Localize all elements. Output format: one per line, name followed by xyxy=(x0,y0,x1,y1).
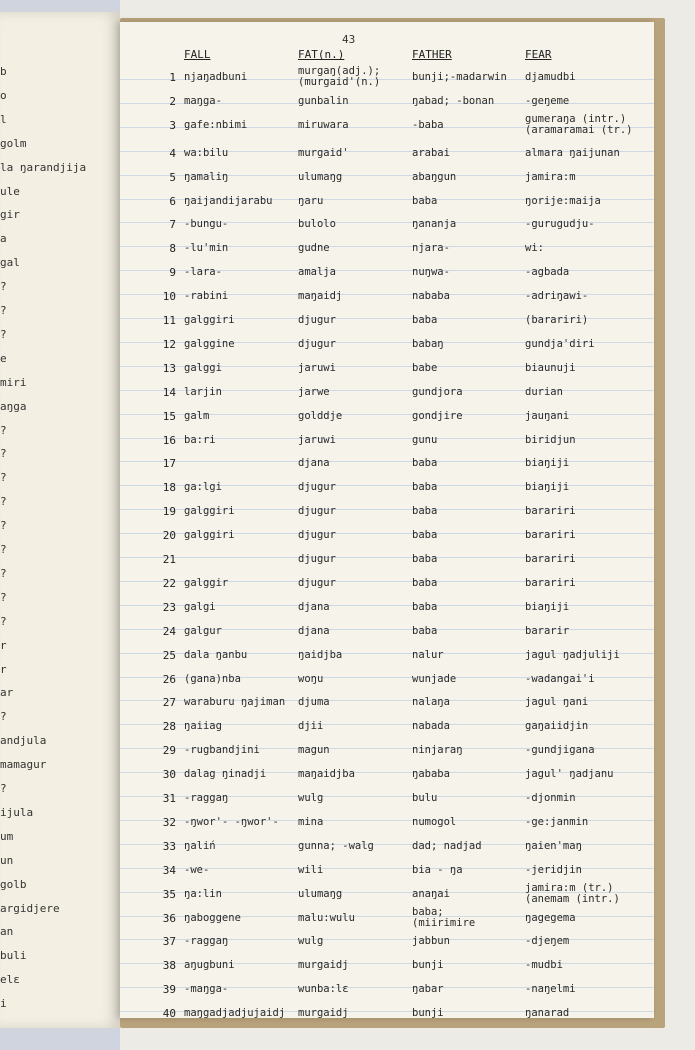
cell-fat: djugur xyxy=(298,576,336,589)
row-number: 7 xyxy=(169,218,176,232)
left-page-fragment: b xyxy=(0,65,7,78)
header-fear: FEAR xyxy=(525,48,552,61)
cell-father: ŋabad; -bonan xyxy=(412,94,495,107)
cell-fat: djugur xyxy=(298,337,336,350)
left-page-fragment: elε xyxy=(0,973,20,987)
cell-fear: barariri xyxy=(525,505,576,518)
cell-fat: djuma xyxy=(298,696,330,709)
cell-father: bunji xyxy=(412,1007,444,1018)
cell-fall: waraburu ŋajiman xyxy=(184,696,286,709)
cell-fall: galggiri xyxy=(184,529,235,542)
cell-father: jabbun xyxy=(412,935,450,948)
row-number: 36 xyxy=(162,911,176,925)
row-number: 18 xyxy=(162,481,176,495)
cell-father: nababa xyxy=(412,290,450,303)
cell-father: ŋabar xyxy=(412,983,444,996)
cell-fat: maŋaidj xyxy=(298,290,343,303)
left-page-fragment: ? xyxy=(0,495,7,509)
row-number: 33 xyxy=(162,839,176,853)
cell-fall: aŋugbuni xyxy=(184,959,235,972)
cell-father: wunjade xyxy=(412,672,457,685)
cell-fat: wulg xyxy=(298,935,324,948)
cell-fall: gafe:nbimi xyxy=(184,118,248,131)
cell-father: ninjaraŋ xyxy=(412,744,463,757)
cell-fall: -bungu- xyxy=(184,218,229,231)
cell-fat: bulolo xyxy=(298,218,336,231)
cell-father: ŋananja xyxy=(412,218,457,231)
cell-fat: murgaidj xyxy=(298,959,349,972)
left-page-fragment: mamagur xyxy=(0,758,47,772)
cell-father: babaŋ xyxy=(412,337,444,350)
left-page-fragment: miri xyxy=(0,375,27,389)
cell-fall: maŋgadjadjujaidj xyxy=(184,1007,286,1018)
cell-father: baba xyxy=(412,314,438,326)
row-number: 3 xyxy=(169,118,176,132)
cell-fall: galggiri xyxy=(184,505,235,518)
row-number: 40 xyxy=(162,1007,176,1018)
left-page-fragment: ? xyxy=(0,566,7,580)
cell-father: arabai xyxy=(412,146,450,159)
cell-fall: larjin xyxy=(184,385,222,398)
cell-fear: barariri xyxy=(525,529,576,542)
left-page-fragment: ? xyxy=(0,423,7,437)
cell-fat: mina xyxy=(298,815,324,828)
cell-father: baba xyxy=(412,553,438,565)
cell-fear: -djonmin xyxy=(525,792,576,804)
left-page-fragment: andjula xyxy=(0,734,47,748)
cell-fat: gunna; -walg xyxy=(298,839,374,852)
cell-fall: wa:bilu xyxy=(184,146,229,159)
cell-fat: amalja xyxy=(298,266,336,279)
row-number: 15 xyxy=(162,409,176,423)
left-page-fragment: r xyxy=(0,638,7,652)
left-page-fragment: gal xyxy=(0,256,20,270)
cell-fat: djugur xyxy=(298,314,336,326)
cell-fall: -ŋwor'- -ŋwor'- xyxy=(184,815,279,828)
row-number: 35 xyxy=(162,887,176,901)
cell-father: ŋababa xyxy=(412,768,450,781)
cell-fat: djana xyxy=(298,624,330,637)
cell-fall: galggi xyxy=(184,361,222,374)
row-number: 24 xyxy=(162,624,176,638)
cell-fall: dala ŋanbu xyxy=(184,648,248,661)
cell-fear: jamira:m (tr.) (anemam (intr.) xyxy=(525,881,620,905)
left-page-fragment: ? xyxy=(0,447,7,461)
cell-father: numogol xyxy=(412,815,457,828)
cell-fall: njaŋadbuni xyxy=(184,71,248,83)
cell-fear: -mudbi xyxy=(525,959,563,972)
header-father: FATHER xyxy=(412,48,452,61)
cell-fall: ŋaliń xyxy=(184,839,216,852)
left-page-fragment: ? xyxy=(0,543,7,556)
header-fat: FAT(n.) xyxy=(298,48,345,61)
cell-fear: -gundjigana xyxy=(525,744,595,757)
row-number: 37 xyxy=(162,935,176,949)
cell-fat: jaruwi xyxy=(298,361,336,374)
cell-fear: djamudbi xyxy=(525,71,576,83)
cell-father: baba xyxy=(412,505,438,518)
row-number: 9 xyxy=(169,266,176,280)
cell-fear: -adriŋawi- xyxy=(525,290,589,303)
cell-fear: -naŋelmi xyxy=(525,983,576,996)
cell-fat: gunbalin xyxy=(298,94,349,107)
left-page-fragment: ? xyxy=(0,471,7,485)
cell-father: abaŋgun xyxy=(412,170,457,183)
cell-fall: -maŋga- xyxy=(184,983,229,996)
row-number: 12 xyxy=(162,337,176,351)
row-number: 13 xyxy=(162,361,176,375)
cell-fear: -gurugudju- xyxy=(525,218,595,231)
cell-fat: djugur xyxy=(298,481,336,494)
row-number: 34 xyxy=(162,863,176,877)
cell-fear: barariri xyxy=(525,576,576,589)
row-number: 31 xyxy=(162,792,176,805)
cell-fear: almara ŋaijunan xyxy=(525,146,620,159)
cell-fear: wi: xyxy=(525,242,544,255)
row-number: 14 xyxy=(162,385,176,399)
cell-fall: -rugbandjini xyxy=(184,744,260,757)
cell-fall: -raggaŋ xyxy=(184,935,229,948)
cell-fall: maŋga- xyxy=(184,94,222,107)
cell-father: bunji xyxy=(412,959,444,972)
cell-fear: durian xyxy=(525,385,563,398)
left-page-fragment: ijula xyxy=(0,805,34,819)
cell-fat: jarwe xyxy=(298,385,330,398)
cell-fear: -agbada xyxy=(525,266,570,279)
row-number: 8 xyxy=(169,242,176,256)
cell-fear: jauŋani xyxy=(525,409,570,422)
cell-fall: galgur xyxy=(184,624,222,637)
cell-father: baba xyxy=(412,194,438,207)
notebook-page xyxy=(120,22,654,1018)
cell-fear: jagul ŋani xyxy=(525,696,589,709)
cell-fat: wunba:lε xyxy=(298,983,349,996)
cell-fear: ŋorije:maija xyxy=(525,194,601,207)
left-page-fragment: ar xyxy=(0,686,14,700)
cell-fall: galgi xyxy=(184,600,216,613)
ruled-line xyxy=(120,461,654,462)
left-page xyxy=(0,12,120,1028)
cell-fat: jaruwi xyxy=(298,433,336,446)
cell-fear: -ge:janmin xyxy=(525,815,589,828)
cell-fear: gumeraŋa (intr.) (aramaramai (tr.) xyxy=(525,112,633,136)
cell-fall: galggiri xyxy=(184,314,235,326)
row-number: 38 xyxy=(162,959,176,973)
cell-father: gunu xyxy=(412,433,438,446)
cell-father: baba xyxy=(412,600,438,613)
left-page-fragment: ? xyxy=(0,710,7,724)
cell-fall: ŋaiiag xyxy=(184,720,222,733)
row-number: 6 xyxy=(169,194,176,208)
cell-father: baba xyxy=(412,624,438,637)
cell-father: njara- xyxy=(412,242,450,255)
left-page-fragment: i xyxy=(0,997,7,1011)
cell-fall: (gana)nba xyxy=(184,672,241,685)
left-page-fragment: an xyxy=(0,925,14,939)
row-number: 19 xyxy=(162,505,176,519)
cell-fat: djugur xyxy=(298,505,336,518)
cell-fear: biaŋiji xyxy=(525,600,570,613)
cell-fat: djii xyxy=(298,720,324,733)
left-page-fragment: buli xyxy=(0,949,27,963)
cell-fat: miruwara xyxy=(298,118,349,131)
left-page-fragment: aŋga xyxy=(0,399,27,413)
cell-fear: jamira:m xyxy=(525,170,576,183)
cell-fear: barariri xyxy=(525,553,576,565)
cell-fear: biaŋiji xyxy=(525,457,570,470)
left-page-fragment: um xyxy=(0,829,14,843)
row-number: 17 xyxy=(162,457,176,471)
cell-fat: djugur xyxy=(298,553,336,565)
row-number: 30 xyxy=(162,768,176,782)
left-page-fragment: la ŋarandjija xyxy=(0,160,87,174)
row-number: 29 xyxy=(162,744,176,758)
left-page-fragment: ? xyxy=(0,519,7,533)
page-number: 43 xyxy=(342,33,356,46)
left-page-fragment: ? xyxy=(0,614,7,628)
row-number: 27 xyxy=(162,696,176,710)
cell-fall: galggine xyxy=(184,337,235,350)
cell-fear: gundja'diri xyxy=(525,337,595,350)
cell-fall: -lara- xyxy=(184,266,222,279)
cell-fall: ba:ri xyxy=(184,433,216,446)
row-number: 1 xyxy=(169,71,176,84)
cell-fat: magun xyxy=(298,744,330,757)
cell-fat: ŋaru xyxy=(298,194,324,207)
cell-father: nalaŋa xyxy=(412,696,450,709)
cell-fall: -lu'min xyxy=(184,242,229,255)
row-number: 25 xyxy=(162,648,176,662)
cell-fear: bararir xyxy=(525,624,570,637)
row-number: 21 xyxy=(162,553,176,566)
cell-father: baba xyxy=(412,576,438,589)
row-number: 20 xyxy=(162,529,176,543)
cell-fat: murgaŋ(adj.); (murgaid'(n.) xyxy=(298,65,381,88)
cell-father: bulu xyxy=(412,792,438,804)
row-number: 22 xyxy=(162,576,176,590)
left-page-fragment: gir xyxy=(0,208,20,222)
cell-father: nabada xyxy=(412,720,450,733)
cell-fear: jagul ŋadjuliji xyxy=(525,648,620,661)
cell-father: bia - ŋa xyxy=(412,863,463,876)
row-number: 11 xyxy=(162,314,176,327)
left-page-fragment: ? xyxy=(0,280,7,294)
cell-fall: dalag ŋinadji xyxy=(184,768,267,781)
left-page-fragment: ? xyxy=(0,782,7,795)
cell-fall: -we- xyxy=(184,863,210,876)
cell-fear: ŋagegema xyxy=(525,911,576,924)
cell-fat: maŋaidjba xyxy=(298,768,355,781)
cell-fat: golddje xyxy=(298,409,343,422)
cell-fat: djana xyxy=(298,600,330,613)
cell-fat: djugur xyxy=(298,529,336,542)
cell-father: -baba xyxy=(412,118,444,131)
cell-fat: murgaidj xyxy=(298,1007,349,1018)
cell-fear: -jeridjin xyxy=(525,863,582,876)
row-number: 23 xyxy=(162,600,176,614)
left-page-fragment: a xyxy=(0,232,7,246)
row-number: 2 xyxy=(169,94,176,108)
row-number: 5 xyxy=(169,170,176,184)
left-page-fragment: r xyxy=(0,662,7,676)
cell-fear: -wadangai'i xyxy=(525,672,595,685)
cell-fear: -djeŋem xyxy=(525,935,570,948)
cell-fear: gaŋaiidjin xyxy=(525,720,589,733)
row-number: 39 xyxy=(162,983,176,997)
cell-father: baba xyxy=(412,457,438,470)
left-page-fragment: un xyxy=(0,853,14,867)
cell-fall: -rabini xyxy=(184,290,229,303)
cell-father: nuŋwa- xyxy=(412,266,450,279)
row-number: 32 xyxy=(162,815,176,829)
left-page-fragment: ? xyxy=(0,304,7,317)
cell-fear: -geŋeme xyxy=(525,94,570,107)
cell-father: babe xyxy=(412,361,438,374)
cell-fall: galm xyxy=(184,409,210,422)
cell-fat: wili xyxy=(298,863,324,876)
left-page-fragment: argidjere xyxy=(0,901,60,915)
cell-fall: ŋaboggene xyxy=(184,911,241,924)
cell-fat: murgaid' xyxy=(298,146,349,159)
left-page-fragment: golm xyxy=(0,136,27,150)
cell-father: anaŋai xyxy=(412,887,450,900)
cell-fat: wulg xyxy=(298,792,324,804)
cell-fall: galggir xyxy=(184,576,229,589)
cell-father: baba xyxy=(412,481,438,494)
cell-fall: -raggaŋ xyxy=(184,792,229,804)
cell-fear: ŋaien'maŋ xyxy=(525,839,582,852)
cell-father: baba; (miirimire xyxy=(412,905,476,929)
left-page-fragment: o xyxy=(0,88,7,102)
cell-father: nalur xyxy=(412,648,444,661)
row-number: 16 xyxy=(162,433,176,447)
cell-fall: ga:lgi xyxy=(184,481,222,494)
cell-fear: jagul' ŋadjanu xyxy=(525,768,614,781)
row-number: 4 xyxy=(169,146,176,160)
row-number: 10 xyxy=(162,290,176,304)
cell-fall: ŋaijandijarabu xyxy=(184,194,273,207)
cell-fall: ŋamaliŋ xyxy=(184,170,229,183)
row-number: 28 xyxy=(162,720,176,734)
cell-fat: gudne xyxy=(298,242,330,255)
cell-father: bunji;-madarwin xyxy=(412,71,507,83)
header-fall: FALL xyxy=(184,48,211,61)
cell-fear: ŋanarad xyxy=(525,1007,570,1018)
cell-father: baba xyxy=(412,529,438,542)
left-page-fragment: e xyxy=(0,351,7,365)
cell-fat: woŋu xyxy=(298,672,324,685)
left-page-fragment: golb xyxy=(0,877,27,891)
cell-fat: ulumaŋg xyxy=(298,170,343,183)
cell-fall: ŋa:lin xyxy=(184,887,222,900)
cell-father: dad; nadjad xyxy=(412,839,482,852)
cell-fear: biridjun xyxy=(525,433,576,446)
row-number: 26 xyxy=(162,672,176,686)
cell-fear: (barariri) xyxy=(525,314,589,326)
cell-father: gondjire xyxy=(412,409,463,422)
cell-fat: djana xyxy=(298,457,330,470)
cell-father: gundjora xyxy=(412,385,463,398)
left-page-fragment: ule xyxy=(0,184,20,198)
cell-fear: biaunuji xyxy=(525,361,576,374)
cell-fat: ulumaŋg xyxy=(298,887,343,900)
left-page-fragment: ? xyxy=(0,590,7,604)
left-page-fragment: ? xyxy=(0,327,7,341)
left-page-fragment: l xyxy=(0,112,7,126)
cell-fat: ŋaidjba xyxy=(298,648,343,661)
cell-fat: malu:wulu xyxy=(298,911,355,924)
cell-fear: biaŋiji xyxy=(525,481,570,494)
